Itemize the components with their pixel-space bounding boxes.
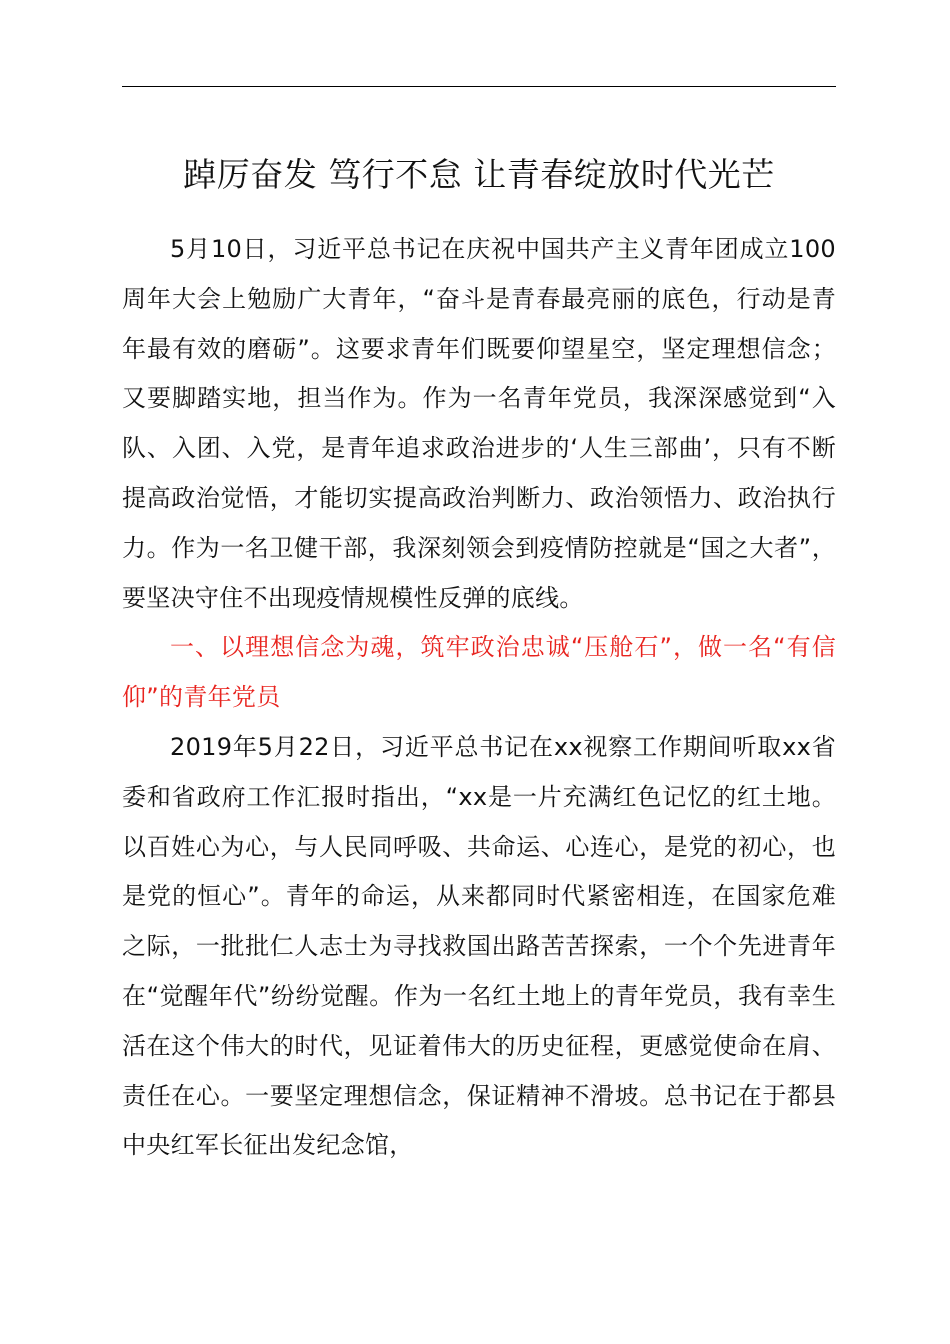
section-heading-1: 一、以理想信念为魂，筑牢政治忠诚“压舱石”，做一名“有信仰”的青年党员 (122, 633, 836, 712)
section-1-paragraph: 2019年5月22日，习近平总书记在xx视察工作期间听取xx省委和省政府工作汇报时指出，“xx是一片充满红色记忆的红土地。以百姓心为心，与人民同呼吸、共命运、心连心，是党的初心，也是党的恒心”。青年的命运，从来都同时代紧密相连，在国家危难之际，一批批仁人志士为寻找救国出路苦苦探索，一个个先进青年在“觉醒年代”纷纷觉醒。作为一名红土地上的青年党员，我有幸生活在这个伟大的时代，见证着伟大的历史征程，更感觉使命在肩、责任在心。一要坚定理想信念，保证精神不滑坡。总书记在于都县中央红军长征出发纪念馆， (122, 732, 836, 1160)
header-rule (122, 86, 836, 87)
document-title: 踔厉奋发 笃行不怠 让青春绽放时代光芒 (183, 155, 775, 194)
document-body (122, 225, 836, 1171)
intro-paragraph: 5月10日，习近平总书记在庆祝中国共产主义青年团成立100周年大会上勉励广大青年，“奋斗是青春最亮丽的底色，行动是青年最有效的磨砺”。这要求青年们既要仰望星空，坚定理想信念；又要脚踏实地，担当作为。作为一名青年党员，我深深感觉到“入队、入团、入党，是青年追求政治进步的‘人生三部曲’，只有不断提高政治觉悟，才能切实提高政治判断力、政治领悟力、政治执行力。作为一名卫健干部，我深刻领会到疫情防控就是“国之大者”，要坚决守住不出现疫情规模性反弹的底线。 (122, 235, 836, 612)
